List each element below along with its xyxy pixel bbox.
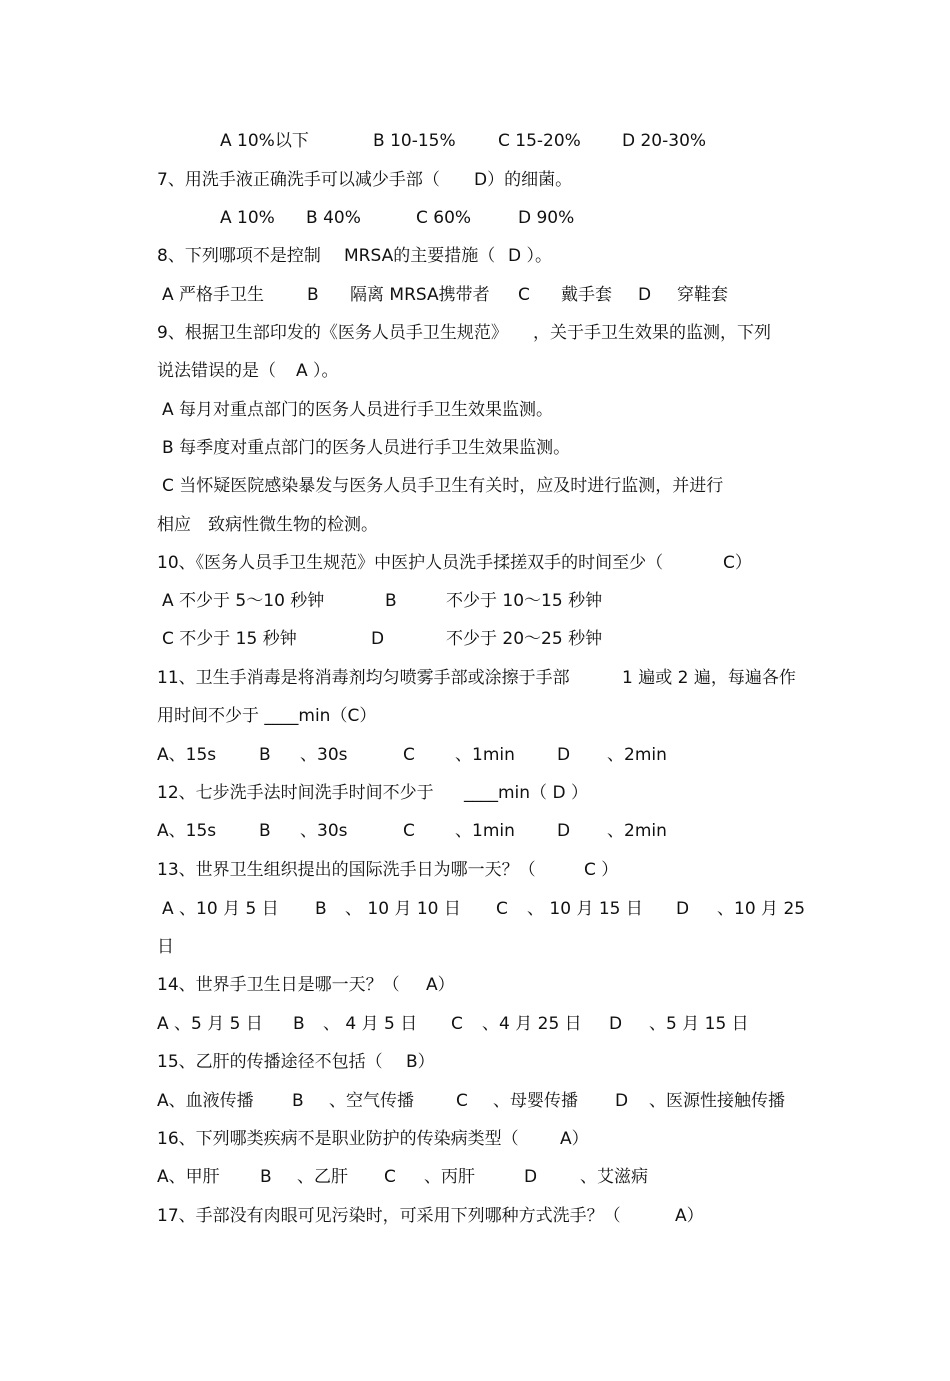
option-c-cont: 致病性微生物的检测。: [208, 515, 378, 535]
text-line: [0, 589, 603, 613]
question-text: 10、《医务人员手卫生规范》中医护人员洗手揉搓双手的时间至少（: [157, 553, 664, 573]
option-d-cont: 日: [157, 937, 174, 957]
question-text: C）: [723, 553, 752, 573]
option-c: 、母婴传播: [493, 1091, 578, 1111]
option-a: A 每月对重点部门的医务人员进行手卫生效果监测。: [162, 400, 554, 420]
option-d-letter: D: [676, 899, 690, 919]
option-c: 戴手套: [561, 285, 612, 305]
option-a: A、血液传播: [157, 1091, 254, 1111]
question-text: 13、世界卫生组织提出的国际洗手日为哪一天？（: [157, 860, 536, 880]
option-b: 、乙肝: [297, 1167, 348, 1187]
text-line: [0, 627, 603, 651]
question-text: 17、手部没有肉眼可见污染时，可采用下列哪种方式洗手？（: [157, 1206, 621, 1226]
question-line: [0, 781, 588, 805]
question-text: ____min（ D ）: [464, 783, 588, 803]
question-text: 1 遍或 2 遍，每遍各作: [622, 668, 796, 688]
option-b: 、30s: [300, 745, 348, 765]
option-b: 、 10 月 10 日: [345, 899, 461, 919]
option-c: 、4 月 25 日: [482, 1014, 582, 1034]
question-text: A ）。: [296, 361, 339, 381]
option-d-letter: D: [557, 745, 571, 765]
text-line: [0, 474, 724, 498]
question-line: [0, 551, 752, 575]
text-line: [0, 283, 728, 307]
option-a: A 、10 月 5 日: [162, 899, 279, 919]
text-line: [0, 1165, 648, 1189]
text-line: [0, 206, 575, 230]
option-d-letter: D: [615, 1091, 629, 1111]
option-b-letter: B: [307, 285, 319, 305]
text-line: [0, 436, 571, 460]
option-b: 不少于 10～15 秒钟: [446, 591, 603, 611]
option-d: 、2min: [607, 745, 667, 765]
option-b-letter: B: [259, 821, 271, 841]
question-text: 9、根据卫生部印发的《医务人员手卫生规范》: [157, 323, 508, 343]
question-text: 12、七步洗手法时间洗手时间不少于: [157, 783, 434, 803]
option-d: D 20-30%: [622, 131, 707, 151]
question-line: [0, 1127, 589, 1151]
option-b-letter: B: [292, 1091, 304, 1111]
text-line: [0, 897, 806, 921]
text-line: [0, 1012, 749, 1036]
option-a: A、15s: [157, 745, 217, 765]
question-text: 说法错误的是（: [157, 361, 276, 381]
option-a: A 10%: [220, 208, 275, 228]
option-b: B 10-15%: [373, 131, 456, 151]
question-line: [0, 1050, 435, 1074]
option-d: 、10 月 25: [717, 899, 806, 919]
question-text: A）: [560, 1129, 589, 1149]
option-d: 、2min: [607, 821, 667, 841]
option-d: D 90%: [518, 208, 575, 228]
option-c-letter: C: [496, 899, 508, 919]
option-c: C 不少于 15 秒钟: [162, 629, 297, 649]
option-d: 不少于 20～25 秒钟: [446, 629, 603, 649]
option-c-letter: C: [403, 745, 415, 765]
question-text: D）的细菌。: [474, 170, 573, 190]
option-c-letter: C: [451, 1014, 463, 1034]
question-text: ，关于手卫生效果的监测，下列: [533, 323, 771, 343]
option-c-letter: C: [456, 1091, 468, 1111]
question-text: MRSA的主要措施（: [344, 246, 496, 266]
question-text: C ）: [584, 860, 619, 880]
option-a: A 不少于 5～10 秒钟: [162, 591, 325, 611]
text-line: [0, 704, 377, 728]
option-c: 、 10 月 15 日: [527, 899, 643, 919]
text-line: [0, 359, 339, 383]
option-d-letter: D: [371, 629, 385, 649]
option-d-letter: D: [557, 821, 571, 841]
option-b-letter: B: [385, 591, 397, 611]
question-text: 7、用洗手液正确洗手可以减少手部（: [157, 170, 440, 190]
option-b: 、30s: [300, 821, 348, 841]
option-b: B 40%: [306, 208, 361, 228]
question-line: [0, 973, 455, 997]
option-a: A、15s: [157, 821, 217, 841]
text-line: [0, 129, 707, 153]
question-text: 11、卫生手消毒是将消毒剂均匀喷雾手部或涂擦于手部: [157, 668, 570, 688]
option-b-letter: B: [259, 745, 271, 765]
option-a: A 严格手卫生: [162, 285, 265, 305]
option-d: 、5 月 15 日: [649, 1014, 749, 1034]
question-text: D ）。: [508, 246, 552, 266]
question-text: 16、下列哪类疾病不是职业防护的传染病类型（: [157, 1129, 519, 1149]
option-d: 穿鞋套: [677, 285, 728, 305]
question-text: 用时间不少于 ____min（C）: [157, 706, 377, 726]
question-line: [0, 858, 619, 882]
option-c: 、1min: [455, 745, 515, 765]
option-c: 、丙肝: [424, 1167, 475, 1187]
option-c: C 60%: [416, 208, 472, 228]
question-text: B）: [406, 1052, 435, 1072]
option-d: 、艾滋病: [580, 1167, 648, 1187]
option-c-letter: C: [518, 285, 530, 305]
option-b-letter: B: [260, 1167, 272, 1187]
option-b-letter: B: [293, 1014, 305, 1034]
option-c: C 15-20%: [498, 131, 581, 151]
option-b-letter: B: [315, 899, 327, 919]
option-c-cont: 相应: [157, 515, 191, 535]
option-d-letter: D: [524, 1167, 538, 1187]
option-c-letter: C: [403, 821, 415, 841]
question-line: [0, 321, 771, 345]
option-d-letter: D: [609, 1014, 623, 1034]
text-line: [0, 743, 667, 767]
text-line: [0, 819, 667, 843]
option-d-letter: D: [638, 285, 652, 305]
question-line: [0, 244, 552, 268]
question-text: 15、乙肝的传播途径不包括（: [157, 1052, 383, 1072]
text-line: [0, 398, 554, 422]
text-line: [0, 513, 378, 537]
question-text: A）: [426, 975, 455, 995]
option-b: 、空气传播: [329, 1091, 414, 1111]
text-line: [0, 1089, 785, 1113]
option-b: B 每季度对重点部门的医务人员进行手卫生效果监测。: [162, 438, 571, 458]
option-c-letter: C: [384, 1167, 396, 1187]
option-a: A 10%以下: [220, 131, 309, 151]
option-b: 隔离 MRSA携带者: [350, 285, 490, 305]
option-a: A 、5 月 5 日: [157, 1014, 263, 1034]
question-text: A）: [675, 1206, 704, 1226]
question-text: 14、世界手卫生日是哪一天？（: [157, 975, 400, 995]
question-line: [0, 168, 573, 192]
option-c: C 当怀疑医院感染暴发与医务人员手卫生有关时，应及时进行监测，并进行: [162, 476, 724, 496]
question-line: [0, 1204, 704, 1228]
option-b: 、 4 月 5 日: [323, 1014, 418, 1034]
text-line: [0, 935, 174, 959]
option-d: 、医源性接触传播: [649, 1091, 785, 1111]
question-text: 8、下列哪项不是控制: [157, 246, 321, 266]
option-a: A、甲肝: [157, 1167, 220, 1187]
question-line: [0, 666, 796, 690]
option-c: 、1min: [455, 821, 515, 841]
